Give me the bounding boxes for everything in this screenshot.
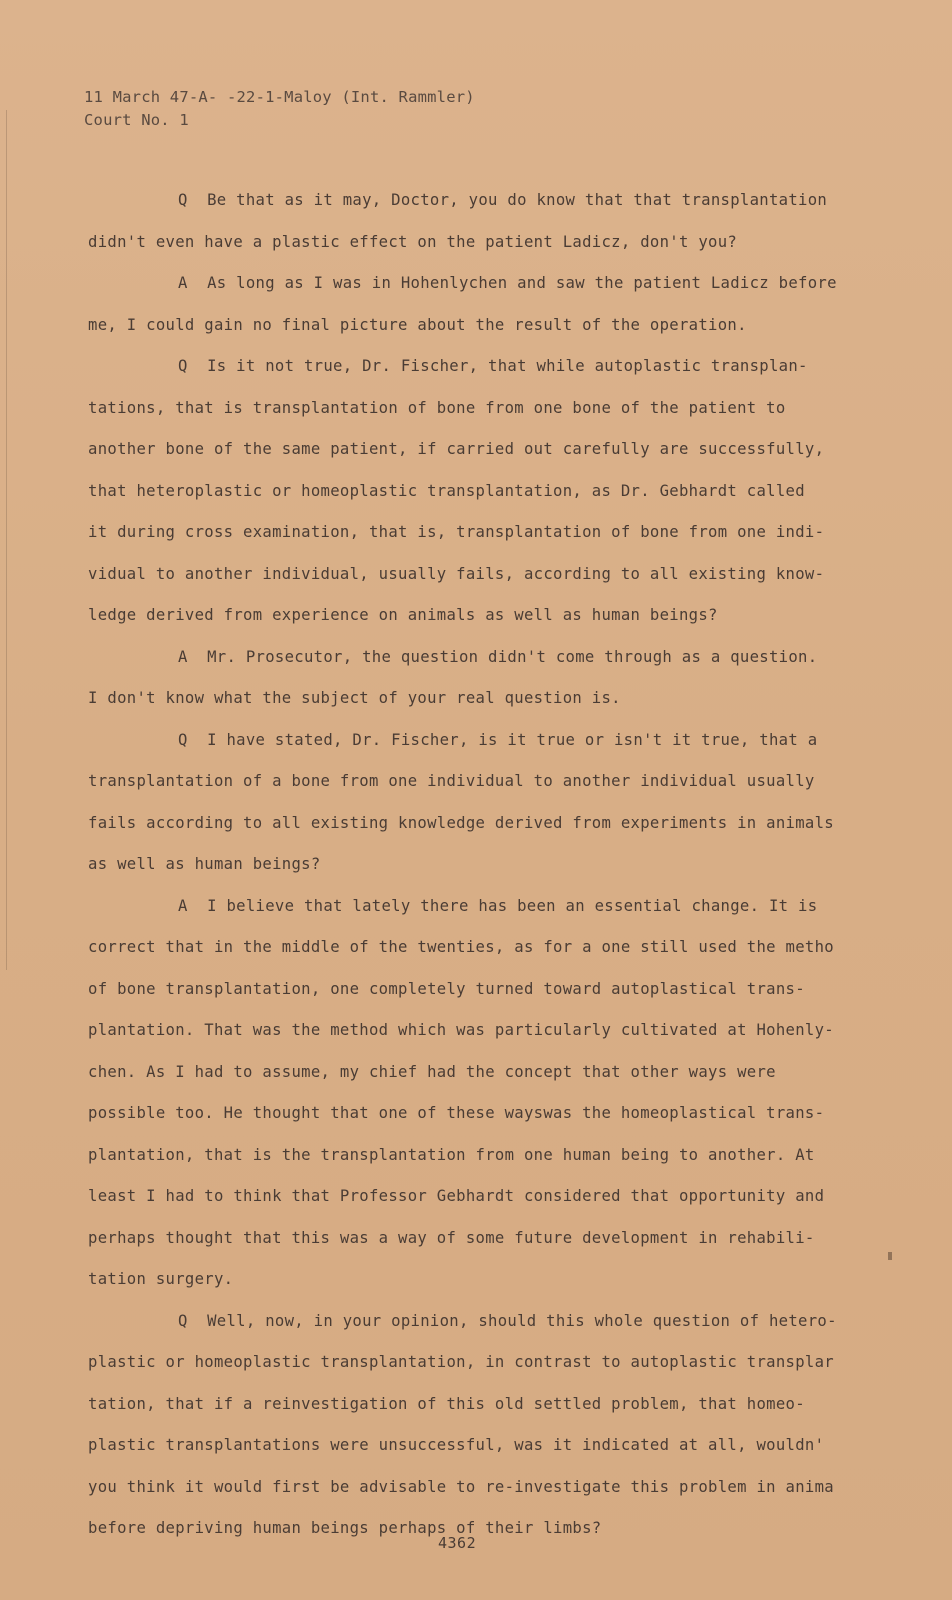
- transcript-line: ledge derived from experience on animals as well as human beings?: [88, 606, 718, 624]
- document-header: [84, 86, 475, 132]
- transcript-line: plantation. That was the method which was particularly cultivated at Hohenly-: [88, 1021, 834, 1039]
- transcript-line: another bone of the same patient, if carried out carefully are successfully,: [88, 440, 825, 458]
- transcript-line: tations, that is transplantation of bone from one bone of the patient to: [88, 398, 786, 417]
- transcript-line: of bone transplantation, one completely turned toward autoplastical trans-: [88, 979, 805, 998]
- transcript-line: you think it would first be advisable to re-investigate this problem in anima: [88, 1477, 834, 1496]
- transcript-line: Q Be that as it may, Doctor, you do know that that transplantation: [178, 191, 828, 209]
- transcript-line: Q Is it not true, Dr. Fischer, that while autoplastic transplan-: [178, 357, 808, 375]
- transcript-line: fails according to all existing knowledge derived from experiments in animals: [88, 813, 834, 832]
- transcript-line: chen. As I had to assume, my chief had the concept that other ways were: [88, 1062, 776, 1081]
- transcript-line: before depriving human beings perhaps of their limbs?: [88, 1519, 602, 1537]
- transcript-line: Q Well, now, in your opinion, should this whole question of hetero-: [178, 1311, 837, 1330]
- transcript-line: Q I have stated, Dr. Fischer, is it true or isn't it true, that a: [178, 730, 818, 749]
- transcript-line: didn't even have a plastic effect on the patient Ladicz, don't you?: [88, 232, 738, 251]
- transcript-line: plastic transplantations were unsuccessful, was it indicated at all, wouldn': [88, 1436, 825, 1454]
- transcript-line: as well as human beings?: [88, 855, 321, 873]
- margin-line: [6, 110, 7, 970]
- transcript-line: A I believe that lately there has been an essential change. It is: [178, 896, 818, 915]
- transcript-line: that heteroplastic or homeoplastic transplantation, as Dr. Gebhardt called: [88, 481, 805, 500]
- transcript-line: tation surgery.: [88, 1270, 234, 1288]
- transcript-line: I don't know what the subject of your real question is.: [88, 689, 621, 707]
- transcript-line: possible too. He thought that one of these wayswas the homeoplastical trans-: [88, 1104, 825, 1122]
- transcript-line: vidual to another individual, usually fails, according to all existing know-: [88, 564, 825, 583]
- transcript-line: plantation, that is the transplantation from one human being to another. At: [88, 1145, 815, 1164]
- transcript-line: me, I could gain no final picture about the result of the operation.: [88, 315, 747, 334]
- transcript-line: perhaps thought that this was a way of some future development in rehabili-: [88, 1228, 815, 1247]
- transcript-line: transplantation of a bone from one individual to another individual usually: [88, 772, 815, 790]
- ink-mark: [888, 1252, 892, 1260]
- header-date-line: 11 March 47-A- -22-1-Maloy (Int. Rammler): [84, 88, 475, 106]
- transcript-line: A As long as I was in Hohenlychen and saw the patient Ladicz before: [178, 274, 837, 292]
- transcript-line: it during cross examination, that is, transplantation of bone from one indi-: [88, 523, 825, 541]
- transcript-line: plastic or homeoplastic transplantation, in contrast to autoplastic transplar: [88, 1353, 834, 1371]
- transcript-line: A Mr. Prosecutor, the question didn't come through as a question.: [178, 647, 818, 666]
- transcript-line: correct that in the middle of the twenties, as for a one still used the metho: [88, 938, 834, 956]
- transcript-line: least I had to think that Professor Gebhardt considered that opportunity and: [88, 1187, 825, 1205]
- page-number: 4362: [438, 1534, 477, 1552]
- header-court-line: Court No. 1: [84, 111, 189, 129]
- transcript-body: [88, 180, 878, 1550]
- transcript-line: tation, that if a reinvestigation of this old settled problem, that homeo-: [88, 1394, 805, 1413]
